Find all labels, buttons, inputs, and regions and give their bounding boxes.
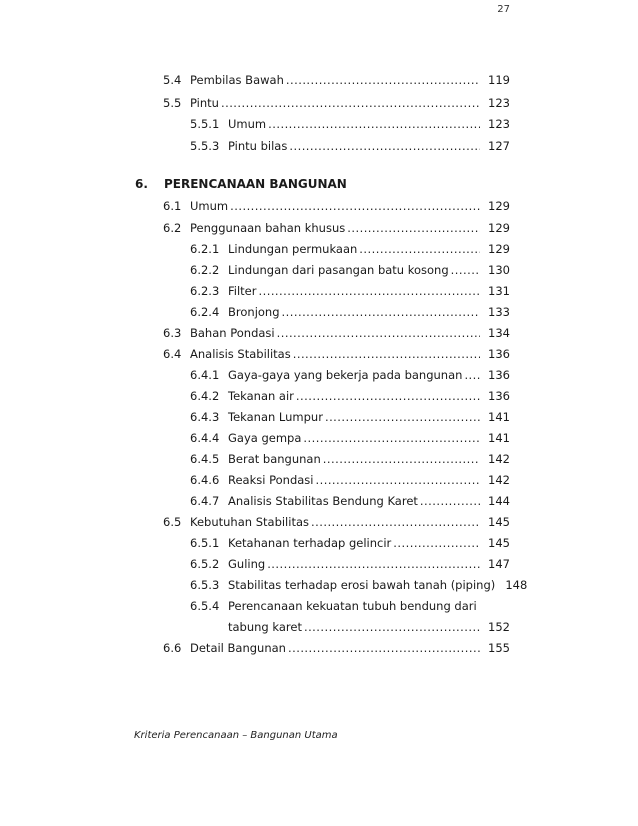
leader-dots xyxy=(464,368,480,382)
toc-entry[interactable] xyxy=(190,263,510,277)
toc-entry-number: 6.4.1 xyxy=(190,368,220,382)
toc-entry-page: 123 xyxy=(488,96,510,110)
toc-entry-page: 136 xyxy=(488,389,510,403)
toc-entry[interactable] xyxy=(190,139,510,153)
toc-entry-number: 6.2 xyxy=(163,221,182,235)
toc-entry-number: 5.5.3 xyxy=(190,139,220,153)
toc-entry-title: Stabilitas terhadap erosi bawah tanah (piping) xyxy=(228,578,496,592)
toc-entry-page: 129 xyxy=(488,242,510,256)
toc-entry-page: 131 xyxy=(488,284,510,298)
toc-entry-title: Perencanaan kekuatan tubuh bendung dari xyxy=(228,599,477,613)
toc-entry-title: Guling xyxy=(228,557,266,571)
toc-entry[interactable] xyxy=(190,242,510,256)
toc-entry-number: 6.4.2 xyxy=(190,389,220,403)
toc-entry-page: 142 xyxy=(488,473,510,487)
toc-entry-title: Umum xyxy=(228,117,267,131)
leader-dots xyxy=(311,515,480,529)
toc-entry-title: Pintu bilas xyxy=(228,139,288,153)
chapter-number: 6. xyxy=(135,177,148,191)
toc-entry[interactable] xyxy=(190,557,510,571)
chapter-heading[interactable] xyxy=(135,177,347,191)
toc-entry[interactable] xyxy=(190,410,510,424)
toc-entry-page: 142 xyxy=(488,452,510,466)
page-number: 27 xyxy=(497,4,510,15)
toc-entry-page: 119 xyxy=(488,73,510,87)
toc-entry-number: 6.2.1 xyxy=(190,242,220,256)
toc-entry[interactable] xyxy=(190,578,528,592)
toc-entry-number: 6.5 xyxy=(163,515,182,529)
toc-entry-page: 148 xyxy=(505,578,528,592)
toc-entry-title: Penggunaan bahan khusus xyxy=(190,221,346,235)
toc-entry[interactable] xyxy=(190,368,510,382)
toc-entry[interactable] xyxy=(190,284,510,298)
toc-entry-page: 123 xyxy=(488,117,510,131)
toc-entry-title: Filter xyxy=(228,284,257,298)
toc-entry-number: 6.3 xyxy=(163,326,182,340)
toc-entry-number: 6.6 xyxy=(163,641,182,655)
toc-entry-title: Gaya-gaya yang bekerja pada bangunan xyxy=(228,368,463,382)
toc-entry-page: 133 xyxy=(488,305,510,319)
toc-entry-number: 6.2.4 xyxy=(190,305,220,319)
toc-entry-number: 6.4.7 xyxy=(190,494,220,508)
toc-entry[interactable] xyxy=(163,347,510,361)
toc-entry-number: 6.5.4 xyxy=(190,599,220,613)
toc-entry-title: Reaksi Pondasi xyxy=(228,473,314,487)
toc-entry-continuation[interactable] xyxy=(228,620,510,634)
toc-entry-page: 129 xyxy=(488,199,510,213)
toc-entry-title: Tekanan air xyxy=(228,389,294,403)
toc-entry-number: 5.5.1 xyxy=(190,117,220,131)
toc-entry-number: 6.5.2 xyxy=(190,557,220,571)
toc-entry-number: 5.5 xyxy=(163,96,182,110)
leader-dots xyxy=(277,326,480,340)
toc-entry[interactable] xyxy=(190,599,510,613)
leader-dots xyxy=(451,263,480,277)
toc-entry[interactable] xyxy=(163,199,510,213)
toc-entry-title: Tekanan Lumpur xyxy=(228,410,323,424)
leader-dots xyxy=(268,117,480,131)
toc-entry-title: Gaya gempa xyxy=(228,431,302,445)
toc-entry-number: 6.4.5 xyxy=(190,452,220,466)
toc-entry-title: Analisis Stabilitas Bendung Karet xyxy=(228,494,418,508)
toc-entry-number: 6.4.4 xyxy=(190,431,220,445)
toc-entry-page: 147 xyxy=(488,557,510,571)
leader-dots xyxy=(293,347,480,361)
toc-entry-page: 145 xyxy=(488,515,510,529)
toc-entry-page: 134 xyxy=(488,326,510,340)
toc-entry-page: 127 xyxy=(488,139,510,153)
toc-entry[interactable] xyxy=(190,494,510,508)
leader-dots xyxy=(230,199,480,213)
toc-entry-title: Berat bangunan xyxy=(228,452,321,466)
toc-entry[interactable] xyxy=(190,117,510,131)
toc-entry[interactable] xyxy=(163,221,510,235)
toc-entry[interactable] xyxy=(190,452,510,466)
leader-dots xyxy=(393,536,480,550)
toc-entry-number: 6.1 xyxy=(163,199,182,213)
toc-entry-title: tabung karet xyxy=(228,620,302,634)
toc-entry-title: Kebutuhan Stabilitas xyxy=(190,515,309,529)
toc-entry[interactable] xyxy=(190,431,510,445)
toc-entry[interactable] xyxy=(190,389,510,403)
leader-dots xyxy=(221,96,480,110)
toc-entry[interactable] xyxy=(163,641,510,655)
leader-dots xyxy=(323,452,480,466)
leader-dots xyxy=(282,305,480,319)
toc-entry-title: Bahan Pondasi xyxy=(190,326,275,340)
leader-dots xyxy=(325,410,480,424)
leader-dots xyxy=(288,641,480,655)
toc-entry-title: Detail Bangunan xyxy=(190,641,286,655)
toc-entry[interactable] xyxy=(190,473,510,487)
toc-entry-number: 6.4.3 xyxy=(190,410,220,424)
toc-entry-page: 136 xyxy=(488,368,510,382)
toc-entry-title: Bronjong xyxy=(228,305,280,319)
leader-dots xyxy=(420,494,480,508)
toc-entry-number: 6.5.3 xyxy=(190,578,220,592)
toc-entry-page: 136 xyxy=(488,347,510,361)
toc-entry-page: 141 xyxy=(488,431,510,445)
page-footer: Kriteria Perencanaan – Bangunan Utama xyxy=(134,730,338,741)
leader-dots xyxy=(258,284,480,298)
toc-entry-title: Lindungan permukaan xyxy=(228,242,358,256)
toc-entry-title: Pintu xyxy=(190,96,219,110)
toc-entry-number: 5.4 xyxy=(163,73,182,87)
toc-entry-title: Pembilas Bawah xyxy=(190,73,284,87)
toc-entry[interactable] xyxy=(163,515,510,529)
toc-entry-number: 6.5.1 xyxy=(190,536,220,550)
toc-entry-number: 6.4.6 xyxy=(190,473,220,487)
leader-dots xyxy=(315,473,480,487)
toc-entry-title: Ketahanan terhadap gelincir xyxy=(228,536,392,550)
toc-entry-title: Analisis Stabilitas xyxy=(190,347,291,361)
toc-entry-number: 6.2.3 xyxy=(190,284,220,298)
toc-entry-number: 6.2.2 xyxy=(190,263,220,277)
toc-entry-page: 129 xyxy=(488,221,510,235)
toc-entry[interactable] xyxy=(190,305,510,319)
leader-dots xyxy=(286,73,480,87)
leader-dots xyxy=(347,221,480,235)
toc-entry[interactable] xyxy=(163,73,510,87)
toc-entry-number: 6.4 xyxy=(163,347,182,361)
toc-entry-title: Umum xyxy=(190,199,229,213)
toc-entry-page: 155 xyxy=(488,641,510,655)
toc-entry[interactable] xyxy=(163,326,510,340)
toc-entry-page: 152 xyxy=(488,620,510,634)
chapter-title: PERENCANAAN BANGUNAN xyxy=(164,177,347,191)
leader-dots xyxy=(296,389,480,403)
toc-entry[interactable] xyxy=(163,96,510,110)
toc-entry-page: 144 xyxy=(488,494,510,508)
leader-dots xyxy=(359,242,480,256)
toc-entry-page: 145 xyxy=(488,536,510,550)
leader-dots xyxy=(289,139,480,153)
leader-dots xyxy=(303,431,480,445)
leader-dots xyxy=(267,557,480,571)
toc-entry[interactable] xyxy=(190,536,510,550)
toc-entry-title: Lindungan dari pasangan batu kosong xyxy=(228,263,449,277)
leader-dots xyxy=(304,620,480,634)
toc-entry-page: 141 xyxy=(488,410,510,424)
toc-entry-page: 130 xyxy=(488,263,510,277)
